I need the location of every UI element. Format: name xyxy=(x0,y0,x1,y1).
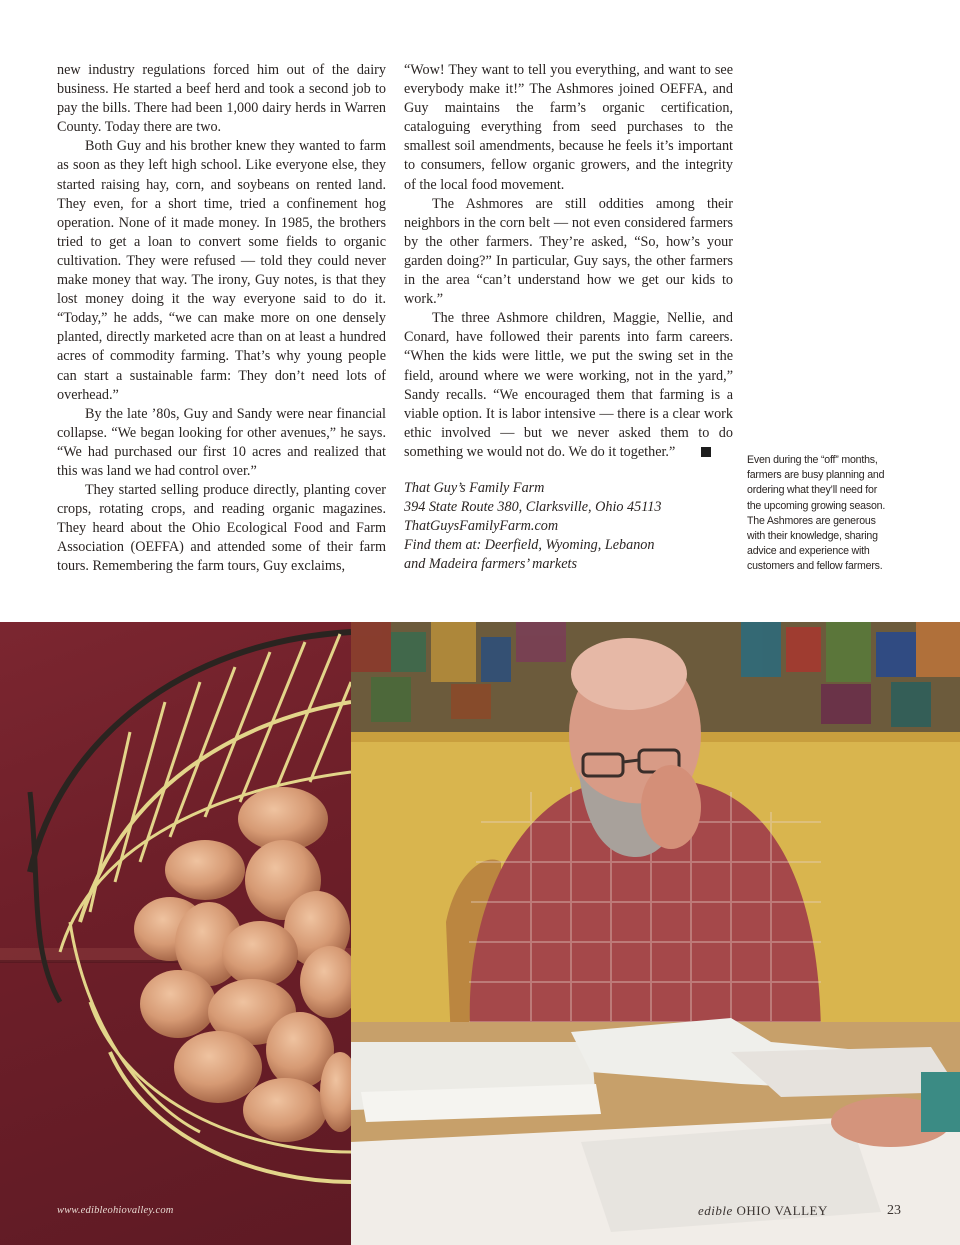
paragraph: By the late ’80s, Guy and Sandy were near financial collapse. “We began looking for other avenues,” he says. “We had purchased our first 10 acres and realized that this was land we had control over.” xyxy=(57,405,386,479)
article-column-1 xyxy=(57,61,386,577)
magazine-region: OHIO VALLEY xyxy=(736,1203,828,1218)
farm-markets-2: and Madeira farmers’ markets xyxy=(404,556,577,573)
paragraph: The Ashmores are still oddities among their neighbors in the corn belt — not even considered farmers by the other farmers. They’re asked, “So, how’s your garden doing?” In particular, Guy says, the other farmers in the area “can’t understand how we get our kids to work.” xyxy=(404,195,733,308)
paragraph: “Wow! They want to tell you everything, and want to see everybody make it!” The Ashmores joined OEFFA, and Guy maintains the farm’s organic certification, cataloguing everything from seed purchases to the smallest soil amendments, because he feels it’s important to consumers, fellow organic growers, and the integrity of the local food movement. xyxy=(404,62,733,193)
farm-street: 394 State Route 380, Clarksville, Ohio 45113 xyxy=(404,499,662,516)
farmer-reading-photo xyxy=(351,622,960,1245)
eggs-basket-illustration xyxy=(0,622,351,1245)
farm-address-block xyxy=(404,479,733,574)
paragraph: new industry regulations forced him out of the dairy business. He started a beef herd and took a second job to pay the bills. There had been 1,000 dairy herds in Warren County. Today there are two. xyxy=(57,62,386,136)
end-mark-icon xyxy=(701,447,711,457)
farm-name: That Guy’s Family Farm xyxy=(404,479,545,496)
page-number: 23 xyxy=(887,1203,901,1218)
paragraph: They started selling produce directly, planting cover crops, rotating crops, and reading organic magazines. They heard about the Ohio Ecological Food and Farm Association (OEFFA) and attended some of their farm tours. Remembering the farm tours, Guy exclaims, xyxy=(57,482,386,575)
paragraph-text: The three Ashmore children, Maggie, Nellie, and Conard, have followed their parents into farm careers. “When the kids were little, we put the swing set in the field, around where we were working, not in the yard,” Sandy recalls. “We encouraged them that farming is a viable option. It is labor intensive — there is a clear work ethic involved — but we never asked them to do something we would not do. We do it together.” xyxy=(404,310,733,460)
farmer-illustration xyxy=(351,622,960,1245)
article-column-2 xyxy=(404,61,733,574)
farm-website[interactable]: ThatGuysFamilyFarm.com xyxy=(404,518,559,535)
magazine-brand: edible xyxy=(698,1203,733,1218)
footer-website[interactable]: www.edibleohiovalley.com xyxy=(57,1205,174,1216)
footer-magazine-title xyxy=(698,1203,828,1219)
farm-markets: Find them at: Deerfield, Wyoming, Lebanon xyxy=(404,537,655,554)
paragraph xyxy=(404,309,733,462)
paragraph: Both Guy and his brother knew they wanted to farm as soon as they left high school. Like everyone else, they started raising hay, corn, and soybeans on rented land. They even, for a short time, tried a confinement hog operation. None of it made money. In 1985, the brothers tried to get a loan to convert some fields to organic cultivation. They were refused — told they could never make money that way. The irony, Guy notes, is that they lost money doing it the way everyone said to do it. “Today,” he adds, “we can make more on one densely planted, directly marketed acre than on at least a hundred acres of commodity farming. That’s why young people can start a sustainable farm: They don’t need lots of overhead.” xyxy=(57,138,386,403)
eggs-basket-photo xyxy=(0,622,351,1245)
photo-caption: Even during the “off” months, farmers are busy planning and ordering what they’ll need for the upcoming growing season. The Ashmores are generous with their knowledge, sharing advice and experience with customers and fellow farmers. xyxy=(747,454,886,573)
